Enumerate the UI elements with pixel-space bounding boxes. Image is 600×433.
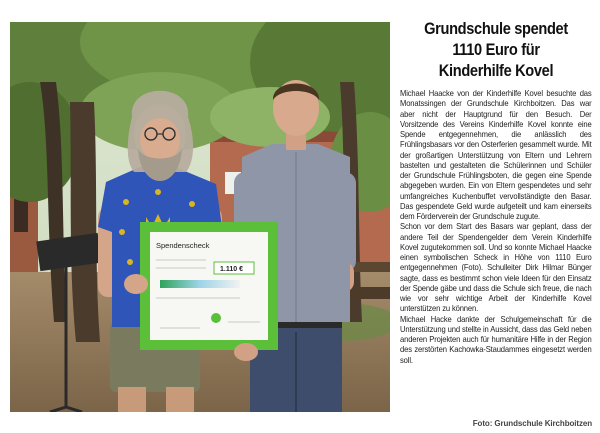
- article-photo: [10, 22, 390, 412]
- left-hand: [124, 274, 148, 294]
- right-hand: [234, 343, 258, 361]
- article-paragraph: Michael Hacke dankte der Schulgemeinschaft für die Unterstützung und stellte in Aussicht, dass das Geld neben anderen Projekten auch für humanitäre Hilfe in der Region des zerstörten Kachowka-Staudammes eingesetzt werden soll.: [400, 314, 592, 365]
- article: [400, 18, 592, 428]
- donation-check: [140, 222, 278, 350]
- headline-line: Kinderhilfe Kovel: [438, 61, 554, 80]
- photo-scene: [10, 22, 390, 412]
- check-title: Spendenscheck: [156, 241, 210, 250]
- article-paragraph: Michael Haacke von der Kinderhilfe Kovel besuchte das Monatssingen der Grundschule Kirchboitzen. Das war aber nicht der Hauptgrund für den Besuch. Der Vorsitzende des Vereins Kinderhilfe Kovel konnte eine Spende entgegennehmen, die anlässlich des Frühlingsbasars vor den Osterferien gesammelt wurde. Mit der großartigen Unterstützung von Eltern und Lehrern bastelten und gestalteten die Schülerinnen und Schüler der Grundschule Frühlingsboten, die gegen eine Spende abgegeben wurden. Ein von Eltern gespendetes und sehr umfangreiches Kuchenbuffet vervollständigte den Basar. Das gespendete Geld wurde aufgeteilt und kam einerseits dem Förderverein der Grundschule zugute.: [400, 89, 592, 221]
- headline-line: Grundschule spendet: [424, 19, 568, 38]
- headline-line: 1110 Euro für: [452, 40, 540, 59]
- article-headline: [413, 18, 578, 81]
- photo-credit: Foto: Grundschule Kirchboitzen: [472, 419, 592, 428]
- article-paragraph: Schon vor dem Start des Basars war geplant, dass der andere Teil der Spendengelder dem Verein Kinderhilfe Kovel zugutekommen soll. Und so konnte Michael Haacke einen symbolischen Scheck in Höhe von 1110 Euro entgegennehmen (Foto). Schulleiter Dirk Hilmar Bünger sagte, dass es bestimmt schon viele Ideen für den Einsatz der Spende gäbe und dass die Schule sich freue, die nach wie vor sehr wichtige Arbeit der Kinderhilfe Kovel unterstützen zu können.: [400, 222, 592, 314]
- check-amount: 1.110 €: [220, 266, 243, 273]
- article-body: [400, 89, 592, 366]
